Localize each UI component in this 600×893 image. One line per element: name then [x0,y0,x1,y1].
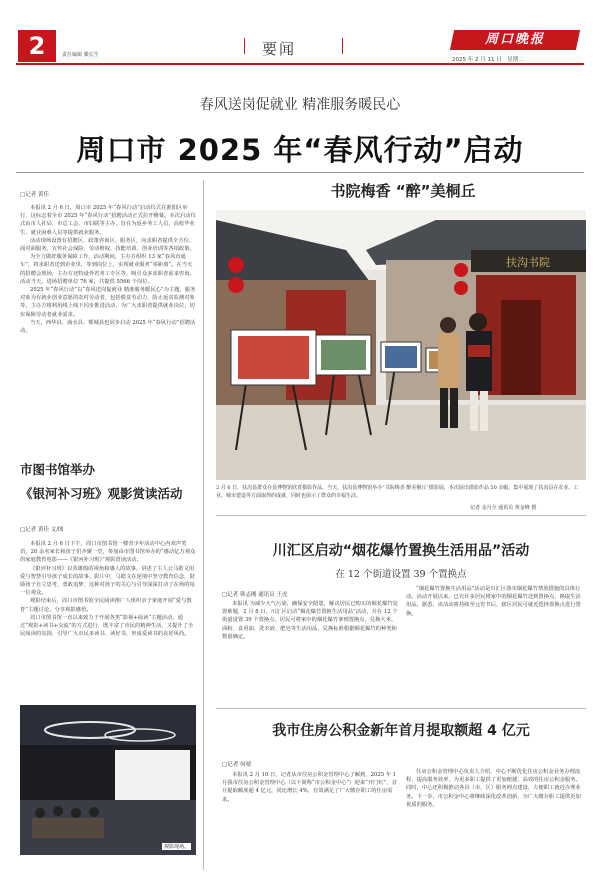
building-sign: 扶沟书院 [506,256,550,269]
library-paragraph: 《银河补习班》以英雄般的视角和感人的故事，讲述了主人公马皓文用爱与智慧引导孩子成长的故事。影片中，马皓文在逆境中坚守教育信念，鼓励孩子自立思考，勇敢追梦，这种对孩子的关心与引导深深打动了在场的每一位观众。 [20,565,195,597]
issue-date: 2025 年 2 月 11 日 星期二 [452,57,524,63]
firecracker-title: 川汇区启动“烟花爆竹置换生活用品”活动 [272,543,530,559]
section-rule [216,708,586,709]
photo-credit: 记者 金月全 通讯员 黄金峰 摄 [470,505,537,511]
lead-paragraph: 当天，西华县、商水县、郸城县也同步启动 2025 年“春风行动”招聘活动。 [20,319,196,335]
editor-credit: 责任编辑 滕长生 [62,52,99,58]
fund-title: 我市住房公积金新年首月提取额超 4 亿元 [272,723,530,739]
lead-article [20,190,196,335]
library-paragraph: 观影结束后，周口市图书馆全民阅读推广人组织亲子家庭开展“爱与教育”主题讨论，分享观影感悟。 [20,598,192,613]
photo-story-title: 书院梅香 “醉”美桐丘 [330,182,476,200]
page-number: 2 [18,30,56,62]
lead-body [20,204,196,335]
library-title-line1: 市图书馆举办 [20,462,96,477]
section-title: 要闻 [262,40,297,58]
lead-title: 周口市 2025 年“春风行动”启动 [76,133,524,167]
lead-paragraph: 活动现场设置有招聘区、政策咨询区、服务区，向求职者提供全方位、面对面服务，宣传社会保险、劳动维权、技能培训、创业培训等各项政策。 [20,237,195,253]
newspaper-logo: 周口晚报 [484,32,545,47]
library-paragraph: 周口市图书馆一直以来致力于开展各类“影视+阅读”主题活动，通过“观影+读书+交流”的方式进行，既丰富了市民的精神生活，又提升了全民阅读的氛围，引导广大市民多读书、读好书，形成爱读书的良好风尚。 [20,614,194,638]
library-photo-caption: 观影现场。 [164,844,190,850]
header-rule [16,63,584,65]
lead-paragraph: 为全力做好服务保障工作，活动期间，主办方组织 13 家“春风直通车”，将求职者送到企业里，等到岗位上，实现就业服务“零距离”。在当天的招聘会现场，主办方还特设外省务工专区等，吸引众多求职者前来咨询。活动当天，进场招聘单位 76 家，共提供 5566 个岗位。 [20,254,195,285]
firecracker-body-col2: “烟花爆竹置换生活用品”活动是川汇区落实烟花爆竹禁放措施的具体行动。活动开展以来，已有许多居民将家中的烟花爆竹送到置换点，换取生活用品。据悉，该活动将持续至元宵节后，辖区居民可就近选择置换点进行置换。 [406,586,581,617]
firecracker-subtitle: 在 12 个街道设置 39 个置换点 [335,569,467,580]
library-photo [20,705,196,855]
exhibition-photo [216,210,586,480]
section-divider-left [244,38,245,54]
fund-byline: □记者 何晴 [222,762,251,768]
fund-body-col1: 本报讯 2 月 10 日，记者从市住房公积金管理中心了解到，2025 年 1 月我市住房公积金管理中心（以下简称“市公积金中心”）迎来“开门红”，首月提取额度超 4 亿元，同比增长 4%，有效满足了广大缴存职工的住房需求。 [222,772,398,803]
firecracker-byline: □记者 韩志刚 通讯员 王虎 [222,592,288,598]
library-title-line2: 《银河补习班》观影赏读活动 [20,486,183,501]
column-divider [203,180,204,870]
library-paragraph: 本报讯 2 月 6 日下午，周口市图书馆一楼青少年活动中心内欢声笑语，20 余名家长和孩子们齐聚一堂，参加由市图书馆举办的“感动亿万观众的家庭教育电影——《银河补习班》”观影赏读活动。 [20,541,196,564]
lead-rule [16,172,584,173]
section-rule [216,515,586,516]
section-divider-right [342,38,343,54]
lead-paragraph: 2025 年“春风行动”以“春风送岗促就业 精准服务暖民心”为主题，服务对象为有就业创业意愿的农村劳动者，包括脱贫劳动力、防止返贫监测对象等。主办方将利用线上线下同步推进活动，为广大求职者提供就业岗位，切实保障劳动者就业需求。 [20,287,196,318]
lead-byline: □记者 黄佳 [20,192,49,198]
lead-subtitle: 春风送岗促就业 精准服务暖民心 [199,97,401,113]
lead-paragraph: 本报讯 2 月 6 日，周口市 2025 年“春风行动”启动仪式在淮阳区举行，这标志着全市 2025 年“春风行动”招聘活动正式拉开帷幕。本次启动仪式由市人社局、市总工会、市妇联等主办，旨在为返乡务工人员、高校毕业生、就业困难人员等提供就业服务。 [20,205,196,236]
library-byline: □记者 黄佳 文/图 [20,527,64,533]
library-body [20,540,196,638]
photo-caption: 2 月 6 日，扶沟县群众在县博物馆欣赏摄影作品。当天，扶沟县博物馆举办“书院梅香 醉美桐丘”摄影展，本次展出摄影作品 50 余幅，集中展现了扶沟县在农业、工业、城市建设等方面取得的成就，同时也展示了群众的幸福生活。 [216,485,579,499]
fund-body-col2: 住房公积金管理中心负责人介绍，中心不断优化住房公积金业务办理流程，提高服务效率，为更多职工提供了更加便捷、高效的住房公积金服务。同时，中心还积极推动各县（市、区）服务网点建设，方便职工就近办理业务。下一步，市公积金中心将继续深化改革创新，为广大缴存职工提供更加优质的服务。 [406,769,581,808]
firecracker-body-col1: 本报讯 为减少大气污染，确保安全隐患，解决居民已购买的烟花爆竹处置难题，2 月 8 日，川汇区启动“烟花爆竹置换生活用品”活动，并在 12 个街道设置 39 个置换点。居民可将家中的烟花爆竹拿到置换点，兑换大米、面粉、食用油、洗衣液、肥皂等生活用品，兑换标准根据烟花爆竹的种类和数量确定。 [222,601,398,640]
